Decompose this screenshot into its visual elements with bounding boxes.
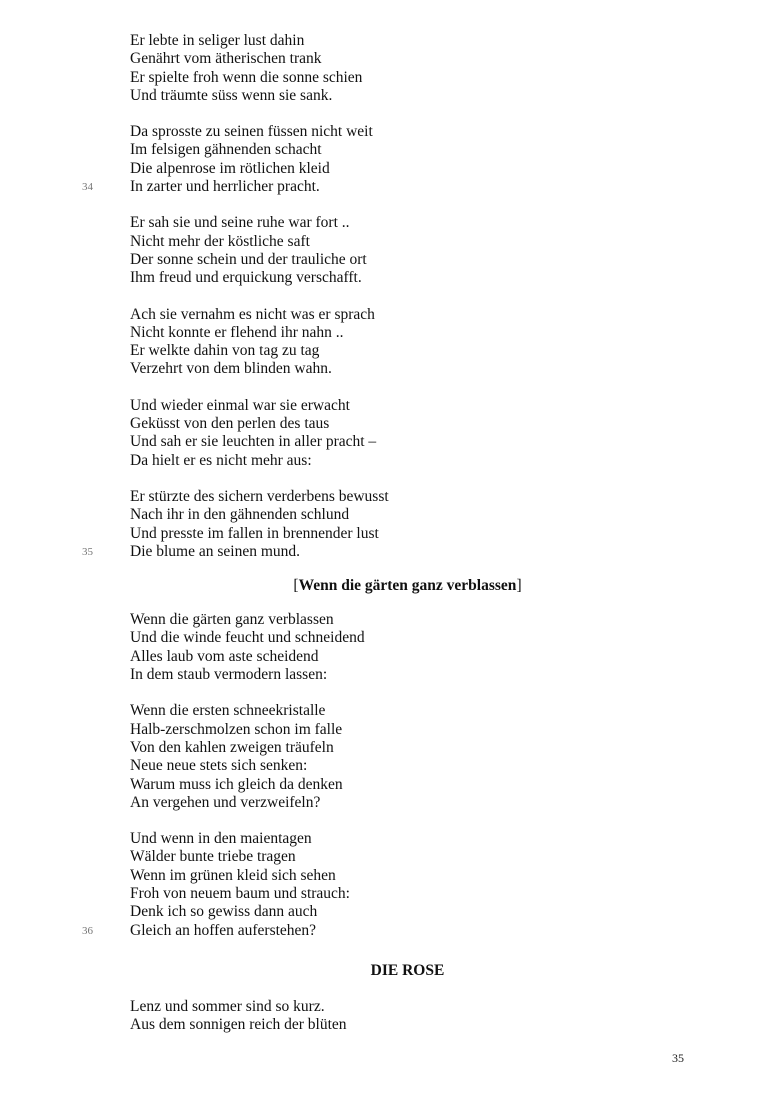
verse-text: Gleich an hoffen auferstehen? [130,921,317,939]
verse-line: An vergehen und verzweifeln? [130,793,321,811]
verse-line: Wenn die ersten schneekristalle [130,702,326,720]
verse-line: Die alpenrose im rötlichen kleid [130,159,330,177]
stanza [130,611,690,684]
verse-line: Genährt vom ätherischen trank [130,50,322,68]
title-bracket-open: [ [293,577,299,595]
verse-line: Und wenn in den maientagen [130,830,312,848]
stanza [130,397,690,470]
poem-title [0,577,685,595]
verse-line: In dem staub vermodern lassen: [130,666,328,684]
poem-title [0,962,685,980]
verse-line: Denk ich so gewiss dann auch [130,903,318,921]
margin-line-number: 35 [82,545,93,558]
verse-text: In zarter und herrlicher pracht. [130,178,320,196]
verse-line [82,178,690,196]
verse-line: Da hielt er es nicht mehr aus: [130,451,312,469]
margin-line-number: 34 [82,181,93,194]
verse-line: Er stürzte des sichern verderbens bewusst [130,487,389,505]
poem-wenn-die-gaerten [82,611,690,940]
verse-line: Alles laub vom aste scheidend [130,647,319,665]
verse-line: Lenz und sommer sind so kurz. [130,997,325,1015]
verse-line: Nach ihr in den gähnenden schlund [130,506,350,524]
verse-line: Neue neue stets sich senken: [130,757,308,775]
stanza [82,123,690,196]
poem-title-text: Wenn die gärten ganz verblassen [298,577,517,595]
verse-line: Im felsigen gähnenden schacht [130,141,322,159]
verse-line: Wenn die gärten ganz verblassen [130,611,334,629]
stanza [130,32,690,105]
verse-line: Und träumte süss wenn sie sank. [130,86,333,104]
stanza [82,487,690,561]
verse-line [82,921,690,940]
verse-line: Er sah sie und seine ruhe war fort .. [130,214,350,232]
verse-line: Wälder bunte triebe tragen [130,848,296,866]
verse-line: Wenn im grünen kleid sich sehen [130,866,336,884]
stanza [130,306,690,379]
margin-line-number: 36 [82,924,93,937]
verse-line: Verzehrt von dem blinden wahn. [130,360,332,378]
verse-line: Da sprosste zu seinen füssen nicht weit [130,123,373,141]
verse-line: Aus dem sonnigen reich der blüten [130,1016,347,1034]
page-number: 35 [672,1051,684,1065]
stanza [82,830,690,940]
verse-line: Und sah er sie leuchten in aller pracht – [130,433,377,451]
verse-line: Er welkte dahin von tag zu tag [130,342,320,360]
title-bracket-close: ] [516,577,522,595]
stanza [130,702,690,812]
verse-line: Er lebte in seliger lust dahin [130,32,305,49]
verse-text: Die blume an seinen mund. [130,542,301,560]
stanza [130,214,690,287]
verse-line: Der sonne schein und der trauliche ort [130,250,367,268]
poem-er-lebte [82,32,690,561]
verse-line: Froh von neuem baum und strauch: [130,884,350,902]
verse-line: Nicht mehr der köstliche saft [130,232,310,250]
verse-line [82,542,690,561]
verse-line: Und die winde feucht und schneidend [130,629,365,647]
stanza [130,998,690,1035]
text-column [82,32,690,1052]
poem-die-rose [130,998,690,1035]
verse-line: Er spielte froh wenn die sonne schien [130,68,363,86]
poem-title-text: DIE ROSE [370,961,445,979]
verse-line: Geküsst von den perlen des taus [130,415,330,433]
verse-line: Von den kahlen zweigen träufeln [130,738,334,756]
verse-line: Und presste im fallen in brennender lust [130,524,379,542]
verse-line: Und wieder einmal war sie erwacht [130,396,350,414]
verse-line: Nicht konnte er flehend ihr nahn .. [130,323,344,341]
verse-line: Ihm freud und erquickung verschafft. [130,269,362,287]
verse-line: Ach sie vernahm es nicht was er sprach [130,305,375,323]
verse-line: Warum muss ich gleich da denken [130,775,343,793]
verse-line: Halb-zerschmolzen schon im falle [130,720,343,738]
